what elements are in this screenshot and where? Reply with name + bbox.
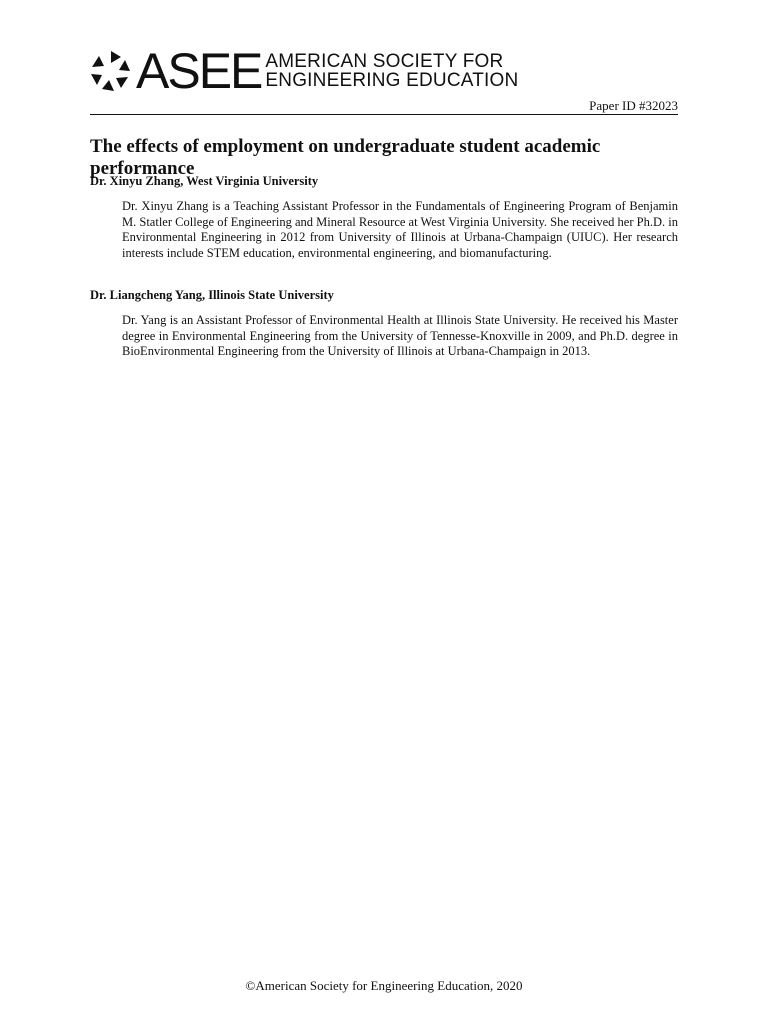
logo-acronym: ASEE [136,43,262,99]
author-bio: Dr. Yang is an Assistant Professor of Environmental Health at Illinois State University. He received his Master degree in Environmental Engineering from the University of Tennesse-Knoxville in 2009, and Ph.D. degree in BioEnvironmental Engineering from the University of Illinois at Urbana-Champaign in 2013. [122,313,678,359]
copyright-footer: ©American Society for Engineering Education, 2020 [245,978,523,993]
author-name: Dr. Xinyu Zhang, West Virginia University [90,174,319,188]
logo-name-line-1: AMERICAN SOCIETY FOR [265,51,504,72]
author-name: Dr. Liangcheng Yang, Illinois State University [90,288,334,302]
logo-full-name [265,52,518,90]
paper-id: Paper ID #32023 [589,98,678,113]
author-block [90,288,678,360]
asee-logo-mark-icon [90,50,132,92]
paper-title: The effects of employment on undergraduate student academic performance [90,136,601,179]
author-block [90,174,678,261]
author-bio: Dr. Xinyu Zhang is a Teaching Assistant Professor in the Fundamentals of Engineering Program of Benjamin M. Statler College of Engineering and Mineral Resource at West Virginia University. She received her Ph.D. in Environmental Engineering in 2012 from University of Illinois at Urbana-Champaign (UIUC). Her research interests include STEM education, environmental engineering, and biomanufacturing. [122,199,678,260]
asee-logo [90,43,519,99]
logo-name-line-2: ENGINEERING EDUCATION [265,70,519,91]
header-divider [90,114,678,115]
